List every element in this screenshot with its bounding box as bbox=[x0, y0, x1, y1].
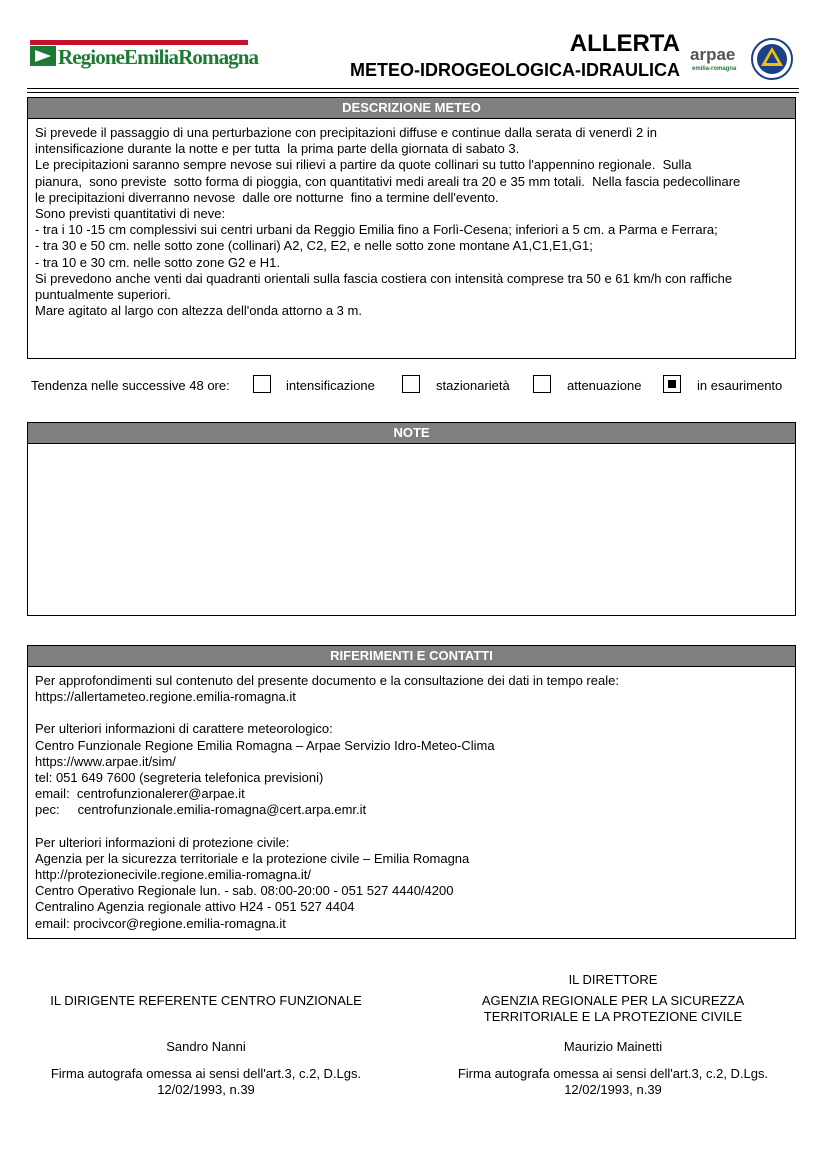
left-signature-role: IL DIRIGENTE REFERENTE CENTRO FUNZIONALE bbox=[50, 993, 362, 1008]
trend-checkbox-stazionarieta[interactable] bbox=[402, 375, 420, 393]
meteo-text-line: - tra 10 e 30 cm. nelle sotto zone G2 e H1. bbox=[35, 254, 280, 270]
contacts-text-line: Centro Funzionale Regione Emilia Romagna – Arpae Servizio Idro-Meteo-Clima bbox=[35, 737, 495, 753]
note-body bbox=[28, 444, 795, 456]
left-signature-name: Sandro Nanni bbox=[166, 1039, 246, 1054]
trend-checkbox-intensificazione[interactable] bbox=[253, 375, 271, 393]
header-rule-2 bbox=[27, 92, 799, 93]
note-panel bbox=[27, 422, 796, 616]
meteo-description-panel bbox=[27, 97, 796, 359]
regione-emilia-romagna-logo bbox=[30, 40, 259, 70]
right-signature-note-2: 12/02/1993, n.39 bbox=[564, 1082, 662, 1097]
right-signature-org: AGENZIA REGIONALE PER LA SICUREZZA bbox=[481, 993, 745, 1008]
arpae-wordmark: arpae bbox=[690, 45, 736, 64]
contacts-text-line: Agenzia per la sicurezza territoriale e la protezione civile – Emilia Romagna bbox=[35, 850, 470, 866]
document-subtitle: METEO-IDROGEOLOGICA-IDRAULICA bbox=[350, 60, 680, 80]
logo-wordmark: RegioneEmiliaRomagna bbox=[58, 45, 259, 69]
note-header: NOTE bbox=[28, 423, 795, 444]
contacts-text-line: email: procivcor@regione.emilia-romagna.it bbox=[35, 915, 286, 931]
logo-flag-icon bbox=[30, 46, 56, 66]
arpae-logo bbox=[690, 45, 744, 75]
contacts-text-line: Centralino Agenzia regionale attivo H24 - 051 527 4404 bbox=[35, 899, 355, 915]
contacts-block-gap bbox=[35, 819, 788, 835]
contacts-text-line: pec: centrofunzionale.emilia-romagna@cert.arpa.emr.it bbox=[35, 802, 367, 818]
contacts-text-line: Per ulteriori informazioni di carattere meteorologico: bbox=[35, 721, 333, 737]
meteo-text-line: Si prevede il passaggio di una perturbazione con precipitazioni diffuse e continue dalla serata di venerdì 2 in bbox=[35, 125, 657, 140]
meteo-text-line: puntualmente superiori. bbox=[35, 287, 171, 303]
left-signature-note: Firma autografa omessa ai sensi dell'art.3, c.2, D.Lgs. bbox=[50, 1066, 362, 1081]
document-title: ALLERTA bbox=[569, 30, 680, 57]
contacts-text-line: Per ulteriori informazioni di protezione civile: bbox=[35, 834, 290, 850]
meteo-text-line: le precipitazioni diverranno nevose dalle ore notturne fino a termine dell'evento. bbox=[35, 189, 499, 205]
contacts-block-gap bbox=[35, 705, 788, 721]
right-signature-org-2: TERRITORIALE E LA PROTEZIONE CIVILE bbox=[483, 1009, 743, 1024]
right-signature-role: IL DIRETTORE bbox=[568, 972, 658, 987]
meteo-text-line: - tra i 10 -15 cm complessivi sui centri urbani da Reggio Emilia fino a Forlì-Cesena; inferiori a 5 cm. a Parma e Ferrara; bbox=[35, 222, 718, 238]
contacts-text-line: email: centrofunzionalerer@arpae.it bbox=[35, 786, 245, 802]
right-signature-note: Firma autografa omessa ai sensi dell'art.3, c.2, D.Lgs. bbox=[457, 1066, 769, 1081]
right-signature-name: Maurizio Mainetti bbox=[563, 1039, 663, 1054]
contacts-text bbox=[28, 667, 795, 938]
trend-option-label: attenuazione bbox=[567, 378, 642, 393]
contacts-text-line: Per approfondimenti sul contenuto del presente documento e la consultazione dei dati in tempo reale: bbox=[35, 673, 619, 688]
trend-checkbox-in-esaurimento[interactable] bbox=[663, 375, 681, 393]
header-rule bbox=[27, 88, 799, 89]
contacts-text-line: https://www.arpae.it/sim/ bbox=[35, 753, 176, 769]
protezione-civile-logo-icon bbox=[751, 38, 793, 80]
trend-option-label: in esaurimento bbox=[697, 378, 783, 393]
trend-label: Tendenza nelle successive 48 ore: bbox=[31, 378, 230, 393]
trend-row bbox=[31, 375, 796, 397]
meteo-text-line: Le precipitazioni saranno sempre nevose sui rilievi a partire da quote collinari su tutto l'appennino regionale. Sulla bbox=[35, 157, 692, 173]
trend-option-label: intensificazione bbox=[286, 378, 375, 393]
contacts-panel bbox=[27, 645, 796, 939]
meteo-text-line: - tra 30 e 50 cm. nelle sotto zone (collinari) A2, C2, E2, e nelle sotto zone montane A1,C1,E1,G1; bbox=[35, 238, 593, 254]
contacts-header: RIFERIMENTI E CONTATTI bbox=[28, 646, 795, 667]
trend-checkbox-attenuazione[interactable] bbox=[533, 375, 551, 393]
trend-option-label: stazionarietà bbox=[436, 378, 510, 393]
meteo-text-line: Sono previsti quantitativi di neve: bbox=[35, 206, 226, 222]
contacts-text-line: tel: 051 649 7600 (segreteria telefonica previsioni) bbox=[35, 770, 324, 786]
meteo-description-header: DESCRIZIONE METEO bbox=[28, 98, 795, 119]
meteo-text-line: Mare agitato al largo con altezza dell'onda attorno a 3 m. bbox=[35, 303, 362, 319]
arpae-subtitle: emilia-romagna bbox=[692, 66, 737, 72]
contacts-text-line: http://protezionecivile.regione.emilia-romagna.it/ bbox=[35, 867, 312, 883]
meteo-description-text bbox=[28, 119, 795, 325]
contacts-text-line: https://allertameteo.regione.emilia-romagna.it bbox=[35, 689, 296, 705]
left-signature-note-2: 12/02/1993, n.39 bbox=[157, 1082, 255, 1097]
meteo-text-line: Si prevedono anche venti dai quadranti orientali sulla fascia costiera con intensità comprese tra 50 e 61 km/h con raffiche bbox=[35, 270, 733, 286]
contacts-text-line: Centro Operativo Regionale lun. - sab. 08:00-20:00 - 051 527 4440/4200 bbox=[35, 883, 454, 899]
meteo-text-line: pianura, sono previste sotto forma di pioggia, con quantitativi medi areali tra 20 e 35 mm totali. Nella fascia pedecollinare bbox=[35, 173, 741, 189]
meteo-text-line: intensificazione durante la notte e per tutta la prima parte della giornata di sabato 3. bbox=[35, 141, 520, 157]
